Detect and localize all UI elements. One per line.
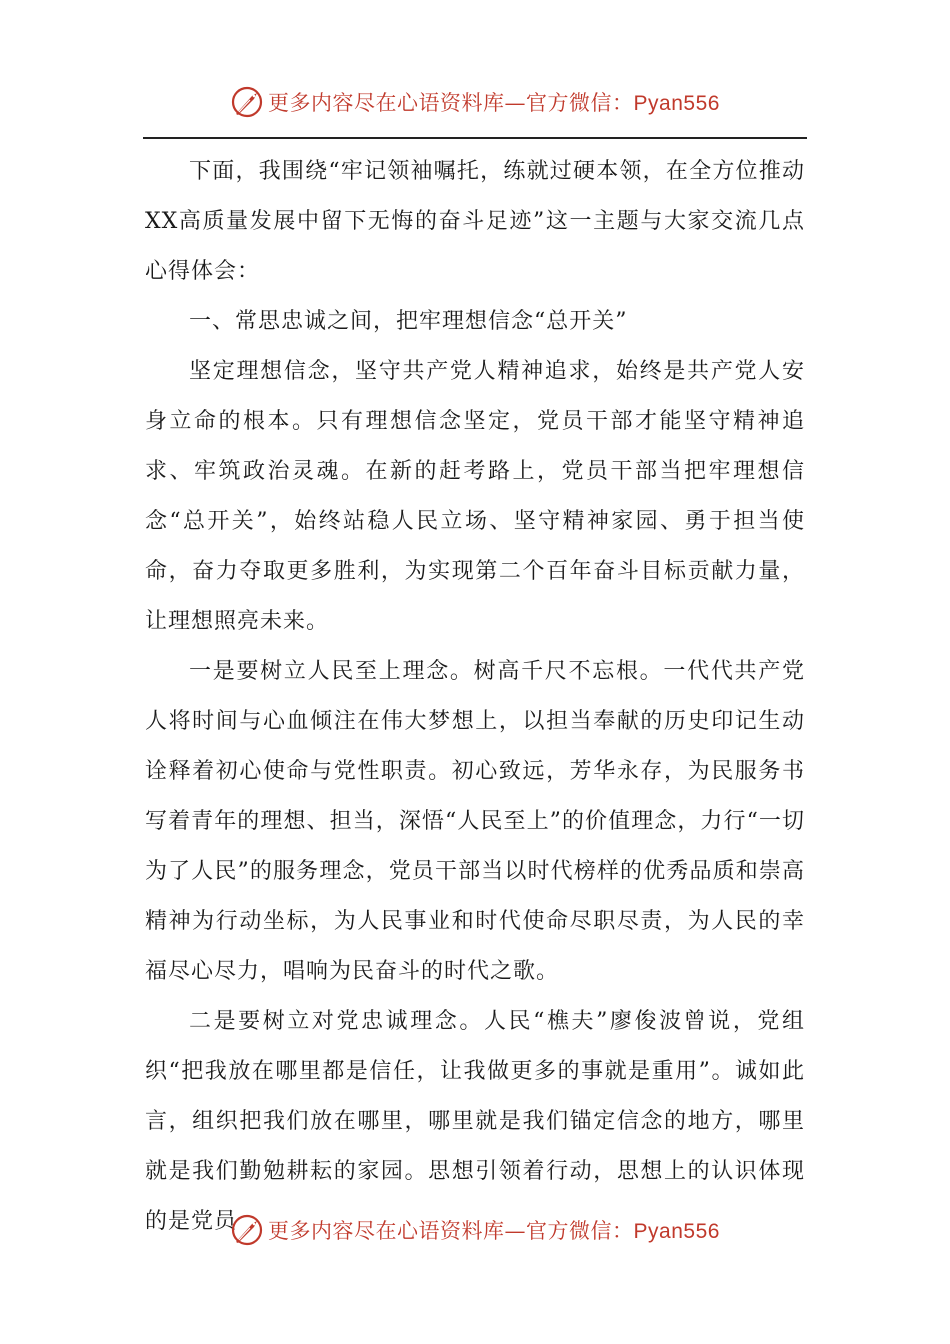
paragraph-people-first: 一是要树立人民至上理念。树高千尺不忘根。一代代共产党人将时间与心血倾注在伟大梦想上，以担当奉献的历史印记生动诠释着初心使命与党性职责。初心致远，芳华永存，为民服务书写着青年的理想、担当，深悟“人民至上”的价值理念，力行“一切为了人民”的服务理念，党员干部当以时代榜样的优秀品质和崇高精神为行动坐标，为人民事业和时代使命尽职尽责，为人民的幸福尽心尽力，唱响为民奋斗的时代之歌。 (145, 659, 805, 984)
page-footer (0, 1210, 950, 1250)
paragraph-loyalty: 二是要树立对党忠诚理念。人民“樵夫”廖俊波曾说，党组织“把我放在哪里都是信任，让我做更多的事就是重用”。诚如此言，组织把我们放在哪里，哪里就是我们锚定信念的地方，哪里就是我们勤勉耕耘的家园。思想引领着行动，思想上的认识体现的是党员 (145, 1009, 805, 1234)
header-brand: 更多内容尽在心语资料库 (268, 91, 505, 115)
section-heading-1: 一、常思忠诚之间，把牢理想信念“总开关” (189, 309, 628, 334)
footer-wechat-id: Pyan556 (633, 1220, 720, 1243)
header-watermark-text (268, 87, 720, 117)
pen-nib-logo-icon (230, 85, 264, 119)
footer-separator: —官方微信： (504, 1219, 634, 1243)
pen-nib-logo-icon (230, 1213, 264, 1247)
footer-brand: 更多内容尽在心语资料库 (268, 1219, 505, 1243)
header-wechat-id: Pyan556 (633, 92, 720, 115)
document-body (145, 147, 805, 1247)
paragraph-ideals: 坚定理想信念，坚守共产党人精神追求，始终是共产党人安身立命的根本。只有理想信念坚定，党员干部才能坚守精神追求、牢筑政治灵魂。在新的赶考路上，党员干部当把牢理想信念“总开关”，始终站稳人民立场、坚守精神家园、勇于担当使命，奋力夺取更多胜利，为实现第二个百年奋斗目标贡献力量，让理想照亮未来。 (145, 359, 805, 634)
footer-watermark-text (268, 1215, 720, 1245)
paragraph-intro: 下面，我围绕“牢记领袖嘱托，练就过硬本领，在全方位推动XX高质量发展中留下无悔的奋斗足迹”这一主题与大家交流几点心得体会： (145, 159, 805, 284)
header-separator: —官方微信： (504, 91, 634, 115)
header-divider (143, 137, 807, 139)
page-header (0, 82, 950, 122)
